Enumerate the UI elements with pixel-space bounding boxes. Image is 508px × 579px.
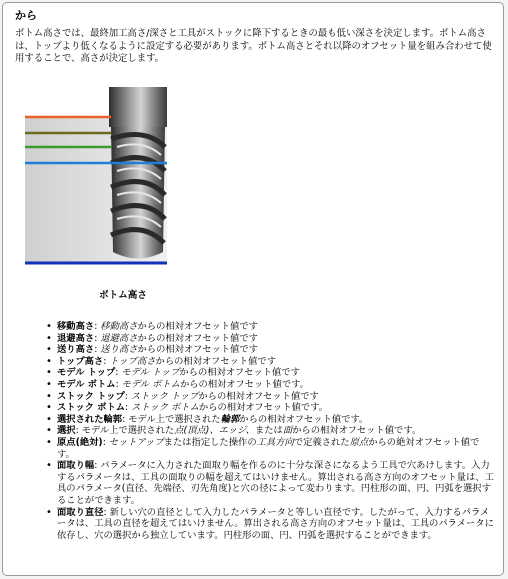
list-item: • 移動高さ: 移動高さからの相対オフセット値です bbox=[43, 321, 495, 333]
bottom-height-description: ボトム高さでは、最終加工高さ/深さと工具がストックに降下するときの最も低い深さを決定します。ボトム高さは、トップより低くなるように設定する必要があります。ボトム高さとそれ以降のオフセット量を組み合わせて使用することで、高さが決定します。 bbox=[15, 28, 492, 64]
list-item: • 面取り直径: 新しい穴の直径として入力したパラメータと等しい直径です。したがって、入力するパラメータは、工具の直径を超えてはいけません。算出される高さ方向のオフセット量は、工具のパラメータに依存し、穴の選択から独立しています。円柱形の面、円、円弧を選択することができます。 bbox=[43, 507, 495, 542]
bottom-height-illustration bbox=[25, 87, 175, 267]
list-item: • モデル ボトム: モデル ボトムからの相対オフセット値です。 bbox=[43, 379, 495, 391]
list-item: • 退避高さ: 退避高さからの相対オフセット値です bbox=[43, 333, 495, 345]
offset-reference-list bbox=[43, 321, 495, 541]
list-item: • ストック トップ: ストック トップからの相対オフセット値です bbox=[43, 391, 495, 403]
list-item: • ストック ボトム: ストック ボトムからの相対オフセット値です。 bbox=[43, 402, 495, 414]
tooltip-title: から bbox=[15, 9, 37, 22]
list-item: • 選択: モデル上で選択された点(頂点)、エッジ、または面からの相対オフセット値です。 bbox=[43, 425, 495, 437]
list-item: • 面取り幅: パラメータに入力された面取り幅を作るのに十分な深さになるよう工具で穴あけします。入力するパラメータは、工具の面取りの幅を超えてはいけません。算出される高さ方向のオフセット量は、工具のパラメータ(直径、先端径、刃先角度)と穴の径によって変わります。円柱形の面、円、円弧を選択することができます。 bbox=[43, 460, 495, 506]
list-item: • モデル トップ: モデル トップからの相対オフセット値です bbox=[43, 367, 495, 379]
list-item: • 原点(絶対): セットアップまたは指定した操作の工具方向で定義された原点からの絶対オフセット値です。 bbox=[43, 437, 495, 460]
figure-caption: ボトム高さ bbox=[99, 290, 147, 301]
list-item: • トップ高さ: トップ高さからの相対オフセット値です bbox=[43, 356, 495, 368]
help-tooltip bbox=[2, 2, 504, 576]
tool-shank bbox=[109, 87, 167, 127]
list-item: • 選択された輪郭: モデル上で選択された輪郭からの相対オフセット値です。 bbox=[43, 414, 495, 426]
list-item: • 送り高さ: 送り高さからの相対オフセット値です bbox=[43, 344, 495, 356]
